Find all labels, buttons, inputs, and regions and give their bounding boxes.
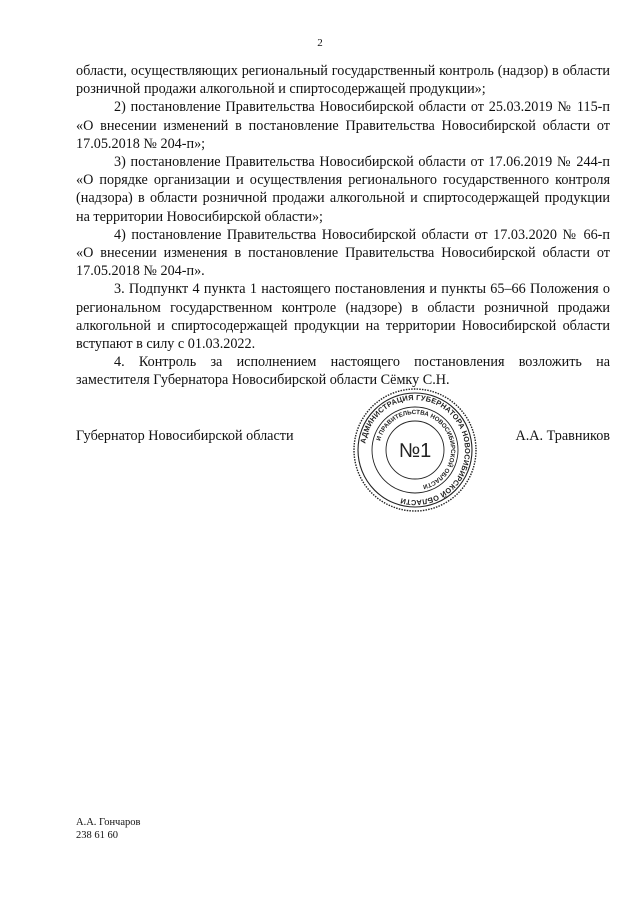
svg-text:АДМИНИСТРАЦИЯ ГУБЕРНАТОРА НОВО: АДМИНИСТРАЦИЯ ГУБЕРНАТОРА НОВОСИБИРСКОЙ ОБЛАСТИ bbox=[358, 392, 473, 508]
signatory-title: Губернатор Новосибирской области bbox=[76, 428, 294, 444]
paragraph-clause-3: 3. Подпункт 4 пункта 1 настоящего постановления и пункты 65–66 Положения о региональном государственном контроле (надзоре) в области розничной продажи алкогольной и спиртосодержащей продукции на территории Новосибирской области вступают в силу с 01.03.2022. bbox=[76, 281, 610, 353]
executor-name: А.А. Гончаров bbox=[76, 817, 141, 828]
svg-text:И ПРАВИТЕЛЬСТВА НОВОСИБИРСКОЙ: И ПРАВИТЕЛЬСТВА НОВОСИБИРСКОЙ ОБЛАСТИ bbox=[375, 408, 457, 491]
document-body bbox=[76, 62, 610, 390]
executor-info bbox=[76, 816, 140, 842]
paragraph-item-4: 4) постановление Правительства Новосибирской области от 17.03.2020 № 66-п «О внесении изменения в постановление Правительства Новосибирской области от 17.05.2018 № 204-п». bbox=[76, 226, 610, 280]
signatory-name: А.А. Травников bbox=[515, 428, 610, 444]
official-seal-icon bbox=[350, 385, 480, 515]
paragraph-item-3: 3) постановление Правительства Новосибирской области от 17.06.2019 № 244-п «О порядке организации и осуществления регионального государственного контроля (надзора) в области розничной продажи алкогольной и спиртосодержащей продукции на территории Новосибирской области»; bbox=[76, 154, 610, 225]
svg-text:№1: №1 bbox=[398, 440, 432, 462]
paragraph-clause-4: 4. Контроль за исполнением настоящего постановления возложить на заместителя Губернатора Новосибирской области Сёмку С.Н. bbox=[76, 354, 610, 389]
paragraph-continuation: области, осуществляющих региональный государственный контроль (надзор) в области розничной продажи алкогольной и спиртосодержащей продукции»; bbox=[76, 63, 610, 98]
page-number: 2 bbox=[317, 37, 323, 49]
executor-phone: 238 61 60 bbox=[76, 830, 118, 841]
paragraph-item-2: 2) постановление Правительства Новосибирской области от 25.03.2019 № 115-п «О внесении изменений в постановление Правительства Новосибирской области от 17.05.2018 № 204-п»; bbox=[76, 99, 610, 152]
